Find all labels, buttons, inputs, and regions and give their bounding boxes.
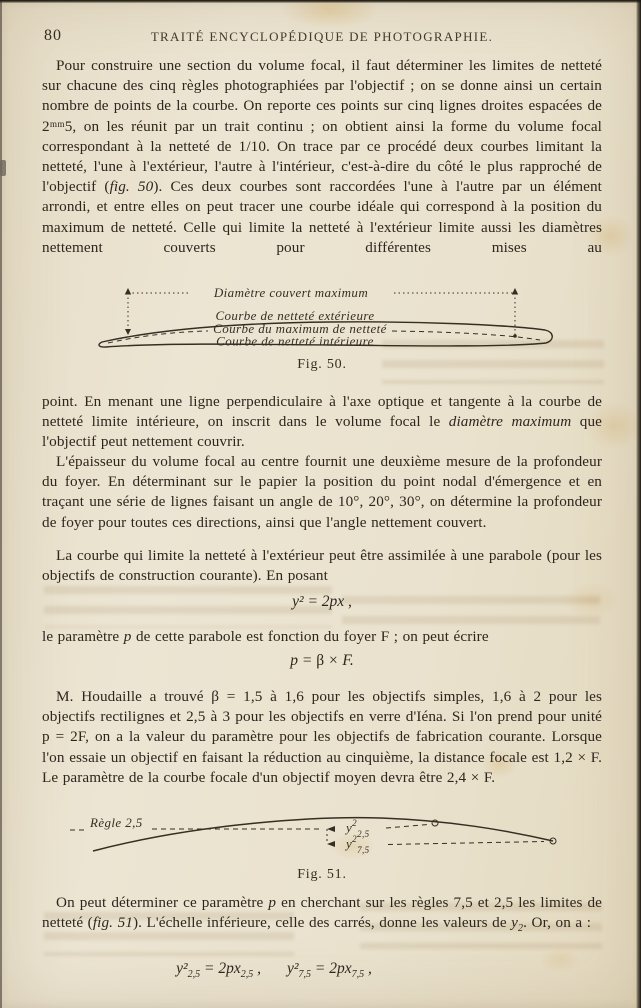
equation-y75: $y^2_{7,5} = 2px_{7,5}$ , — [287, 960, 372, 981]
page-edge-right — [636, 0, 641, 1008]
equation-row — [0, 960, 554, 980]
page-edge-mark — [0, 160, 6, 176]
paragraph-7-text: . Or, on a : — [523, 914, 592, 932]
equation-parameter-rhs: × F. — [324, 652, 354, 669]
equation-y25: $y^2_{2,5} = 2px_{2,5}$ , — [176, 960, 261, 981]
paragraph-5-text: de cette parabole est fonction du foyer F ; on peut écrire — [131, 628, 489, 645]
paragraph-4: La courbe qui limite la netteté à l'extérieur peut être assimilée à une parabole (pour les objectifs de construction courante). En posant — [42, 547, 602, 585]
paragraph-5-text: le paramètre — [42, 628, 124, 645]
diametre-maximum-term: diamètre maximum — [448, 413, 572, 431]
arrowhead-icon — [512, 288, 518, 295]
paragraph-1 — [42, 56, 602, 258]
paragraph-7-text: On peut déterminer ce paramètre — [56, 894, 269, 911]
paragraph-2-text: que l'objectif peut nettement couvrir. — [42, 413, 602, 451]
figure-51-y75-label: $y^2_{7,5}$ — [346, 834, 370, 855]
page-edge-top — [0, 0, 641, 3]
figure-50-maximum-label: Courbe du maximum de netteté — [213, 321, 387, 336]
arrowhead-icon — [125, 329, 131, 335]
paragraph-5 — [42, 627, 602, 647]
paragraph-7-text: en cherchant sur les règles 7,5 et 2,5 les limites de netteté ( — [42, 894, 603, 932]
fig51-reference: fig. 51 — [92, 914, 133, 932]
page-number: 80 — [44, 27, 62, 44]
paragraph-2 — [42, 392, 602, 453]
figure-50-interior-label: Courbe de netteté intérieure — [216, 333, 374, 349]
paragraph-1-text: Pour construire une section du volume focal, il faut déterminer les limites de netteté sur chacune des cinq règles photographiées par l'objectif ; on se donne ainsi un certain nombre de points de la courbe. On reporte ces points sur cinq lignes droites espacées de 2ᵐᵐ5, on les réunit par un trait continu ; on obtient ainsi la forme du volume focal correspondant à la netteté de 1/10. On trace par ce procédé deux courbes limitant la netteté, l'une à l'extérieur, l'autre à l'intérieur, c'est-à-dire du côté le plus rapproché de l'objectif ( — [42, 57, 602, 196]
equation-parameter-lhs: p = — [290, 652, 317, 669]
figure-51-caption: Fig. 51. — [297, 867, 347, 882]
paragraph-7-text: ). L'échelle inférieure, celle des carrés, donne les valeurs de — [132, 914, 512, 932]
paragraph-1-text: ). Ces deux courbes sont raccordées l'une à l'autre par un élément arrondi, et entre elles on peut tracer une courbe idéale qui correspond à la position du maximum de netteté. Celle qui limite la netteté à l'extérieur limite aussi les diamètres nettement couverts pour différentes mises au — [42, 178, 603, 256]
figure-50-caption: Fig. 50. — [297, 357, 347, 372]
arrowhead-icon — [327, 826, 335, 832]
dimension-endpoint-dot — [513, 334, 517, 338]
paragraph-7 — [42, 893, 602, 939]
equation-parameter — [42, 652, 602, 670]
figure-50-exterior-label: Courbe de netteté extérieure — [215, 308, 375, 323]
parameter-p-term: p — [268, 894, 277, 911]
running-title: TRAITÉ ENCYCLOPÉDIQUE DE PHOTOGRAPHIE. — [150, 29, 494, 44]
figure-51-rule-label: Règle 2,5 — [90, 815, 143, 830]
focal-curve — [93, 818, 553, 851]
parameter-p-term: p — [123, 628, 132, 645]
paragraph-2-text: point. En menant une ligne perpendiculaire à l'axe optique et tangente à la courbe de netteté limite intérieure, on inscrit dans le volume focal le — [42, 393, 602, 431]
curve-point-marker — [432, 820, 438, 826]
y2-subscript: 2 — [518, 923, 524, 935]
figure-51-illustration — [50, 806, 610, 868]
y2-term: y — [511, 914, 518, 932]
figure-50-illustration — [40, 283, 600, 356]
page-header — [42, 27, 602, 47]
figure-50-diameter-label: Diamètre couvert maximum — [213, 285, 369, 300]
equation-parabola: y² = 2px , — [292, 593, 352, 610]
rule-2-5-line — [70, 815, 322, 830]
arrowhead-icon — [125, 288, 131, 295]
fig50-reference: fig. 50 — [109, 178, 154, 196]
paragraph-3: L'épaisseur du volume focal au centre fournit une deuxième mesure de la profondeur du foyer. En déterminant sur le papier la position du point nodal d'émergence et en traçant une série de lignes faisant un angle de 10°, 20°, 30°, on détermine la profondeur de foyer pour toutes ces directions, ainsi que l'angle nettement couvert. — [42, 453, 602, 531]
page-edge-left — [0, 0, 2, 1008]
paragraph-6: M. Houdaille a trouvé β = 1,5 à 1,6 pour les objectifs simples, 1,6 à 2 pour les objectifs rectilignes et 2,5 à 3 pour les objectifs en verre d'Iéna. Si l'on prend pour unité p = 2F, on a la valeur du paramètre pour les objectifs de fabrication courante. Lorsque l'on essaie un objectif en faisant la réduction au cinquième, la distance focale est 1,2 × F. Le paramètre de la courbe focale d'un objectif moyen devra être 2,4 × F. — [42, 688, 602, 786]
figure-51-y25-label: $y^2_{2,5}$ — [346, 818, 370, 839]
equation-parameter-beta: β — [316, 652, 325, 669]
arrowhead-icon — [327, 841, 335, 847]
